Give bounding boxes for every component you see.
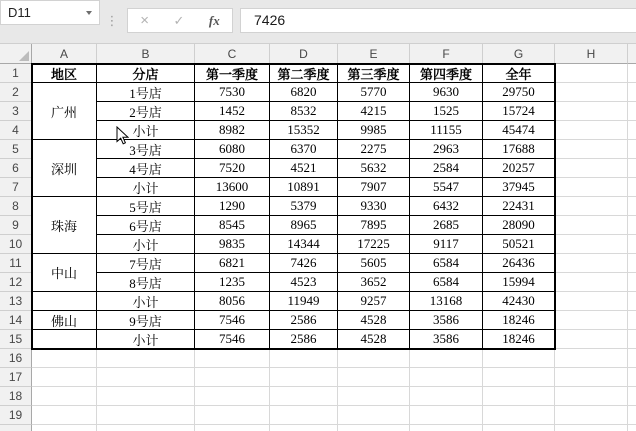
grid-cell[interactable]: [555, 64, 628, 83]
cell-D3[interactable]: 8532: [270, 102, 338, 121]
cell-B15[interactable]: 小计: [97, 330, 195, 349]
formula-bar: [0, 0, 636, 44]
cell-E11[interactable]: 5605: [338, 254, 410, 273]
cell-D14[interactable]: 2586: [270, 311, 338, 330]
cell-D7[interactable]: 10891: [270, 178, 338, 197]
column-header-H[interactable]: H: [555, 44, 628, 64]
row-header-14[interactable]: 14: [0, 311, 32, 330]
cell-F14[interactable]: 3586: [410, 311, 483, 330]
grid-cell[interactable]: [628, 216, 636, 235]
row-header-15[interactable]: 15: [0, 330, 32, 349]
enter-icon: ✓: [173, 13, 185, 28]
grid-cell[interactable]: [555, 273, 628, 292]
cell-C5[interactable]: 6080: [195, 140, 270, 159]
row-header-3[interactable]: 3: [0, 102, 32, 121]
grid-cell[interactable]: [555, 121, 628, 140]
row-header-partial[interactable]: [0, 425, 32, 431]
grid-cell[interactable]: [483, 349, 555, 368]
cell-F7[interactable]: 5547: [410, 178, 483, 197]
grid-cell[interactable]: [338, 368, 410, 387]
cell-G4[interactable]: 45474: [483, 121, 555, 140]
cell-C3[interactable]: 1452: [195, 102, 270, 121]
cell-G9[interactable]: 28090: [483, 216, 555, 235]
formula-input[interactable]: [240, 8, 636, 33]
grid-cell[interactable]: [97, 406, 195, 425]
cell-D15[interactable]: 2586: [270, 330, 338, 349]
cell-A1[interactable]: 地区: [32, 64, 97, 83]
cell-F9[interactable]: 2685: [410, 216, 483, 235]
grid-cell[interactable]: [483, 425, 555, 431]
cell-B4[interactable]: 小计: [97, 121, 195, 140]
grid-cell[interactable]: [628, 273, 636, 292]
cell-B14[interactable]: 9号店: [97, 311, 195, 330]
insert-function-button[interactable]: [209, 14, 220, 27]
grid-cell[interactable]: [97, 368, 195, 387]
cell-F11[interactable]: 6584: [410, 254, 483, 273]
row-header-18[interactable]: 18: [0, 387, 32, 406]
cell-G6[interactable]: 20257: [483, 159, 555, 178]
cell-A13[interactable]: [32, 292, 97, 311]
grid-cell[interactable]: [338, 387, 410, 406]
cell-A5[interactable]: 深圳: [32, 140, 97, 197]
grid-cell[interactable]: [32, 387, 97, 406]
cell-C9[interactable]: 8545: [195, 216, 270, 235]
cell-C1[interactable]: 第一季度: [195, 64, 270, 83]
row-header-7[interactable]: 7: [0, 178, 32, 197]
formula-bar-drag-handle[interactable]: ⋮: [105, 13, 119, 28]
row-header-17[interactable]: 17: [0, 368, 32, 387]
grid-cell[interactable]: [628, 406, 636, 425]
cell-G7[interactable]: 37945: [483, 178, 555, 197]
cell-B9[interactable]: 6号店: [97, 216, 195, 235]
cell-C13[interactable]: 8056: [195, 292, 270, 311]
grid-cell[interactable]: [270, 425, 338, 431]
grid-cell[interactable]: [483, 368, 555, 387]
cell-E9[interactable]: 7895: [338, 216, 410, 235]
grid-cell[interactable]: [628, 368, 636, 387]
grid-cell[interactable]: [195, 425, 270, 431]
cell-B5[interactable]: 3号店: [97, 140, 195, 159]
grid-cell[interactable]: [628, 64, 636, 83]
grid-cell[interactable]: [97, 425, 195, 431]
cell-C10[interactable]: 9835: [195, 235, 270, 254]
cell-D8[interactable]: 5379: [270, 197, 338, 216]
column-header-E[interactable]: E: [338, 44, 410, 64]
row-header-1[interactable]: 1: [0, 64, 32, 83]
grid-cell[interactable]: [555, 406, 628, 425]
grid-cell[interactable]: [270, 387, 338, 406]
cell-D9[interactable]: 8965: [270, 216, 338, 235]
grid-cell[interactable]: [628, 349, 636, 368]
grid-cell[interactable]: [338, 406, 410, 425]
grid-cell[interactable]: [628, 235, 636, 254]
cell-C7[interactable]: 13600: [195, 178, 270, 197]
cell-B1[interactable]: 分店: [97, 64, 195, 83]
cell-D4[interactable]: 15352: [270, 121, 338, 140]
cell-G2[interactable]: 29750: [483, 83, 555, 102]
grid-cell[interactable]: [555, 197, 628, 216]
grid-cell[interactable]: [555, 349, 628, 368]
cell-D12[interactable]: 4523: [270, 273, 338, 292]
column-header-B[interactable]: B: [97, 44, 195, 64]
cell-F2[interactable]: 9630: [410, 83, 483, 102]
cell-F4[interactable]: 11155: [410, 121, 483, 140]
cell-D10[interactable]: 14344: [270, 235, 338, 254]
grid-cell[interactable]: [483, 387, 555, 406]
row-header-12[interactable]: 12: [0, 273, 32, 292]
grid-cell[interactable]: [628, 254, 636, 273]
grid-cell[interactable]: [628, 159, 636, 178]
cell-C14[interactable]: 7546: [195, 311, 270, 330]
cell-B8[interactable]: 5号店: [97, 197, 195, 216]
column-header-F[interactable]: F: [410, 44, 483, 64]
grid-cell[interactable]: [410, 368, 483, 387]
grid-cell[interactable]: [628, 121, 636, 140]
grid-cell[interactable]: [195, 349, 270, 368]
grid-cell[interactable]: [555, 159, 628, 178]
cell-E3[interactable]: 4215: [338, 102, 410, 121]
grid-cell[interactable]: [555, 387, 628, 406]
fx-icon: fx: [208, 13, 220, 28]
grid-cell[interactable]: [338, 425, 410, 431]
cell-F12[interactable]: 6584: [410, 273, 483, 292]
row-header-5[interactable]: 5: [0, 140, 32, 159]
name-box-value: D11: [8, 5, 31, 20]
cell-A2[interactable]: 广州: [32, 83, 97, 140]
row-header-2[interactable]: 2: [0, 83, 32, 102]
grid-cell[interactable]: [195, 387, 270, 406]
cell-G14[interactable]: 18246: [483, 311, 555, 330]
cell-C8[interactable]: 1290: [195, 197, 270, 216]
grid-cell[interactable]: [410, 406, 483, 425]
column-header-D[interactable]: D: [270, 44, 338, 64]
row-header-19[interactable]: 19: [0, 406, 32, 425]
column-header-G[interactable]: G: [483, 44, 555, 64]
grid-cell[interactable]: [555, 425, 628, 431]
cell-E12[interactable]: 3652: [338, 273, 410, 292]
grid-cell[interactable]: [555, 254, 628, 273]
grid-cell[interactable]: [410, 349, 483, 368]
cell-D5[interactable]: 6370: [270, 140, 338, 159]
cell-C11[interactable]: 6821: [195, 254, 270, 273]
column-header-partial[interactable]: [628, 44, 636, 64]
cell-F8[interactable]: 6432: [410, 197, 483, 216]
cell-F1[interactable]: 第四季度: [410, 64, 483, 83]
grid-cell[interactable]: [32, 368, 97, 387]
cell-G8[interactable]: 22431: [483, 197, 555, 216]
grid-cell[interactable]: [555, 140, 628, 159]
grid-cell[interactable]: [270, 406, 338, 425]
row-header-8[interactable]: 8: [0, 197, 32, 216]
grid-cell[interactable]: [628, 102, 636, 121]
cell-F3[interactable]: 1525: [410, 102, 483, 121]
cell-C6[interactable]: 7520: [195, 159, 270, 178]
cell-B3[interactable]: 2号店: [97, 102, 195, 121]
cell-F6[interactable]: 2584: [410, 159, 483, 178]
grid-cell[interactable]: [555, 102, 628, 121]
cell-D13[interactable]: 11949: [270, 292, 338, 311]
row-header-16[interactable]: 16: [0, 349, 32, 368]
grid-cell[interactable]: [410, 425, 483, 431]
cell-E6[interactable]: 5632: [338, 159, 410, 178]
cell-D2[interactable]: 6820: [270, 83, 338, 102]
grid-cell[interactable]: [195, 368, 270, 387]
cell-E8[interactable]: 9330: [338, 197, 410, 216]
formula-value: 7426: [254, 12, 286, 28]
cell-D11[interactable]: 7426: [270, 254, 338, 273]
cell-E15[interactable]: 4528: [338, 330, 410, 349]
cell-B10[interactable]: 小计: [97, 235, 195, 254]
cell-E14[interactable]: 4528: [338, 311, 410, 330]
row-header-11[interactable]: 11: [0, 254, 32, 273]
grid-cell[interactable]: [555, 178, 628, 197]
cell-C12[interactable]: 1235: [195, 273, 270, 292]
select-all-icon: [19, 51, 29, 61]
cell-D1[interactable]: 第二季度: [270, 64, 338, 83]
cell-B13[interactable]: 小计: [97, 292, 195, 311]
cell-F5[interactable]: 2963: [410, 140, 483, 159]
cell-A14[interactable]: 佛山: [32, 311, 97, 330]
grid-cell[interactable]: [628, 178, 636, 197]
cell-B12[interactable]: 8号店: [97, 273, 195, 292]
grid-cell[interactable]: [270, 349, 338, 368]
cell-C15[interactable]: 7546: [195, 330, 270, 349]
cell-A11[interactable]: 中山: [32, 254, 97, 292]
cell-F15[interactable]: 3586: [410, 330, 483, 349]
cell-B6[interactable]: 4号店: [97, 159, 195, 178]
cancel-button[interactable]: [140, 13, 149, 28]
grid-cell[interactable]: [270, 368, 338, 387]
cell-D6[interactable]: 4521: [270, 159, 338, 178]
cell-B11[interactable]: 7号店: [97, 254, 195, 273]
cell-E4[interactable]: 9985: [338, 121, 410, 140]
grid-cell[interactable]: [97, 349, 195, 368]
cell-G15[interactable]: 18246: [483, 330, 555, 349]
cell-G1[interactable]: 全年: [483, 64, 555, 83]
grid-cell[interactable]: [555, 368, 628, 387]
cell-E5[interactable]: 2275: [338, 140, 410, 159]
grid-cell[interactable]: [555, 235, 628, 254]
column-header-A[interactable]: A: [32, 44, 97, 64]
name-box-dropdown-icon: [86, 11, 92, 15]
grid-cell[interactable]: [32, 349, 97, 368]
cell-G3[interactable]: 15724: [483, 102, 555, 121]
grid-cell[interactable]: [628, 83, 636, 102]
grid-cell[interactable]: [555, 330, 628, 349]
grid-cell[interactable]: [97, 387, 195, 406]
grid-cell[interactable]: [628, 140, 636, 159]
cell-A15[interactable]: [32, 330, 97, 349]
cell-E2[interactable]: 5770: [338, 83, 410, 102]
cell-G5[interactable]: 17688: [483, 140, 555, 159]
name-box[interactable]: [0, 0, 100, 25]
cell-A8[interactable]: 珠海: [32, 197, 97, 254]
cell-F13[interactable]: 13168: [410, 292, 483, 311]
grid-cell[interactable]: [628, 311, 636, 330]
grid-cell[interactable]: [628, 387, 636, 406]
row-header-6[interactable]: 6: [0, 159, 32, 178]
cell-B2[interactable]: 1号店: [97, 83, 195, 102]
column-header-C[interactable]: C: [195, 44, 270, 64]
grid-cell[interactable]: [483, 406, 555, 425]
grid-cell[interactable]: [628, 292, 636, 311]
cell-G11[interactable]: 26436: [483, 254, 555, 273]
row-header-13[interactable]: 13: [0, 292, 32, 311]
cell-G12[interactable]: 15994: [483, 273, 555, 292]
cell-C4[interactable]: 8982: [195, 121, 270, 140]
cancel-icon: ×: [140, 12, 149, 29]
grid-cell[interactable]: [410, 387, 483, 406]
cell-G10[interactable]: 50521: [483, 235, 555, 254]
row-header-9[interactable]: 9: [0, 216, 32, 235]
select-all-corner[interactable]: [0, 44, 32, 64]
row-header-4[interactable]: 4: [0, 121, 32, 140]
cell-G13[interactable]: 42430: [483, 292, 555, 311]
grid-cell[interactable]: [628, 330, 636, 349]
cell-B7[interactable]: 小计: [97, 178, 195, 197]
grid-cell[interactable]: [338, 349, 410, 368]
grid-cell[interactable]: [195, 406, 270, 425]
grid-cell[interactable]: [628, 197, 636, 216]
formula-buttons: [127, 8, 233, 33]
grid-cell[interactable]: [555, 311, 628, 330]
cell-E10[interactable]: 17225: [338, 235, 410, 254]
grid-cell[interactable]: [555, 292, 628, 311]
grid-cell[interactable]: [628, 425, 636, 431]
cell-C2[interactable]: 7530: [195, 83, 270, 102]
grid-cell[interactable]: [555, 83, 628, 102]
cell-E13[interactable]: 9257: [338, 292, 410, 311]
enter-button[interactable]: [173, 14, 184, 27]
cell-F10[interactable]: 9117: [410, 235, 483, 254]
row-header-10[interactable]: 10: [0, 235, 32, 254]
grid-cell[interactable]: [32, 406, 97, 425]
cell-E7[interactable]: 7907: [338, 178, 410, 197]
grid-cell[interactable]: [555, 216, 628, 235]
grid-cell[interactable]: [32, 425, 97, 431]
cell-E1[interactable]: 第三季度: [338, 64, 410, 83]
